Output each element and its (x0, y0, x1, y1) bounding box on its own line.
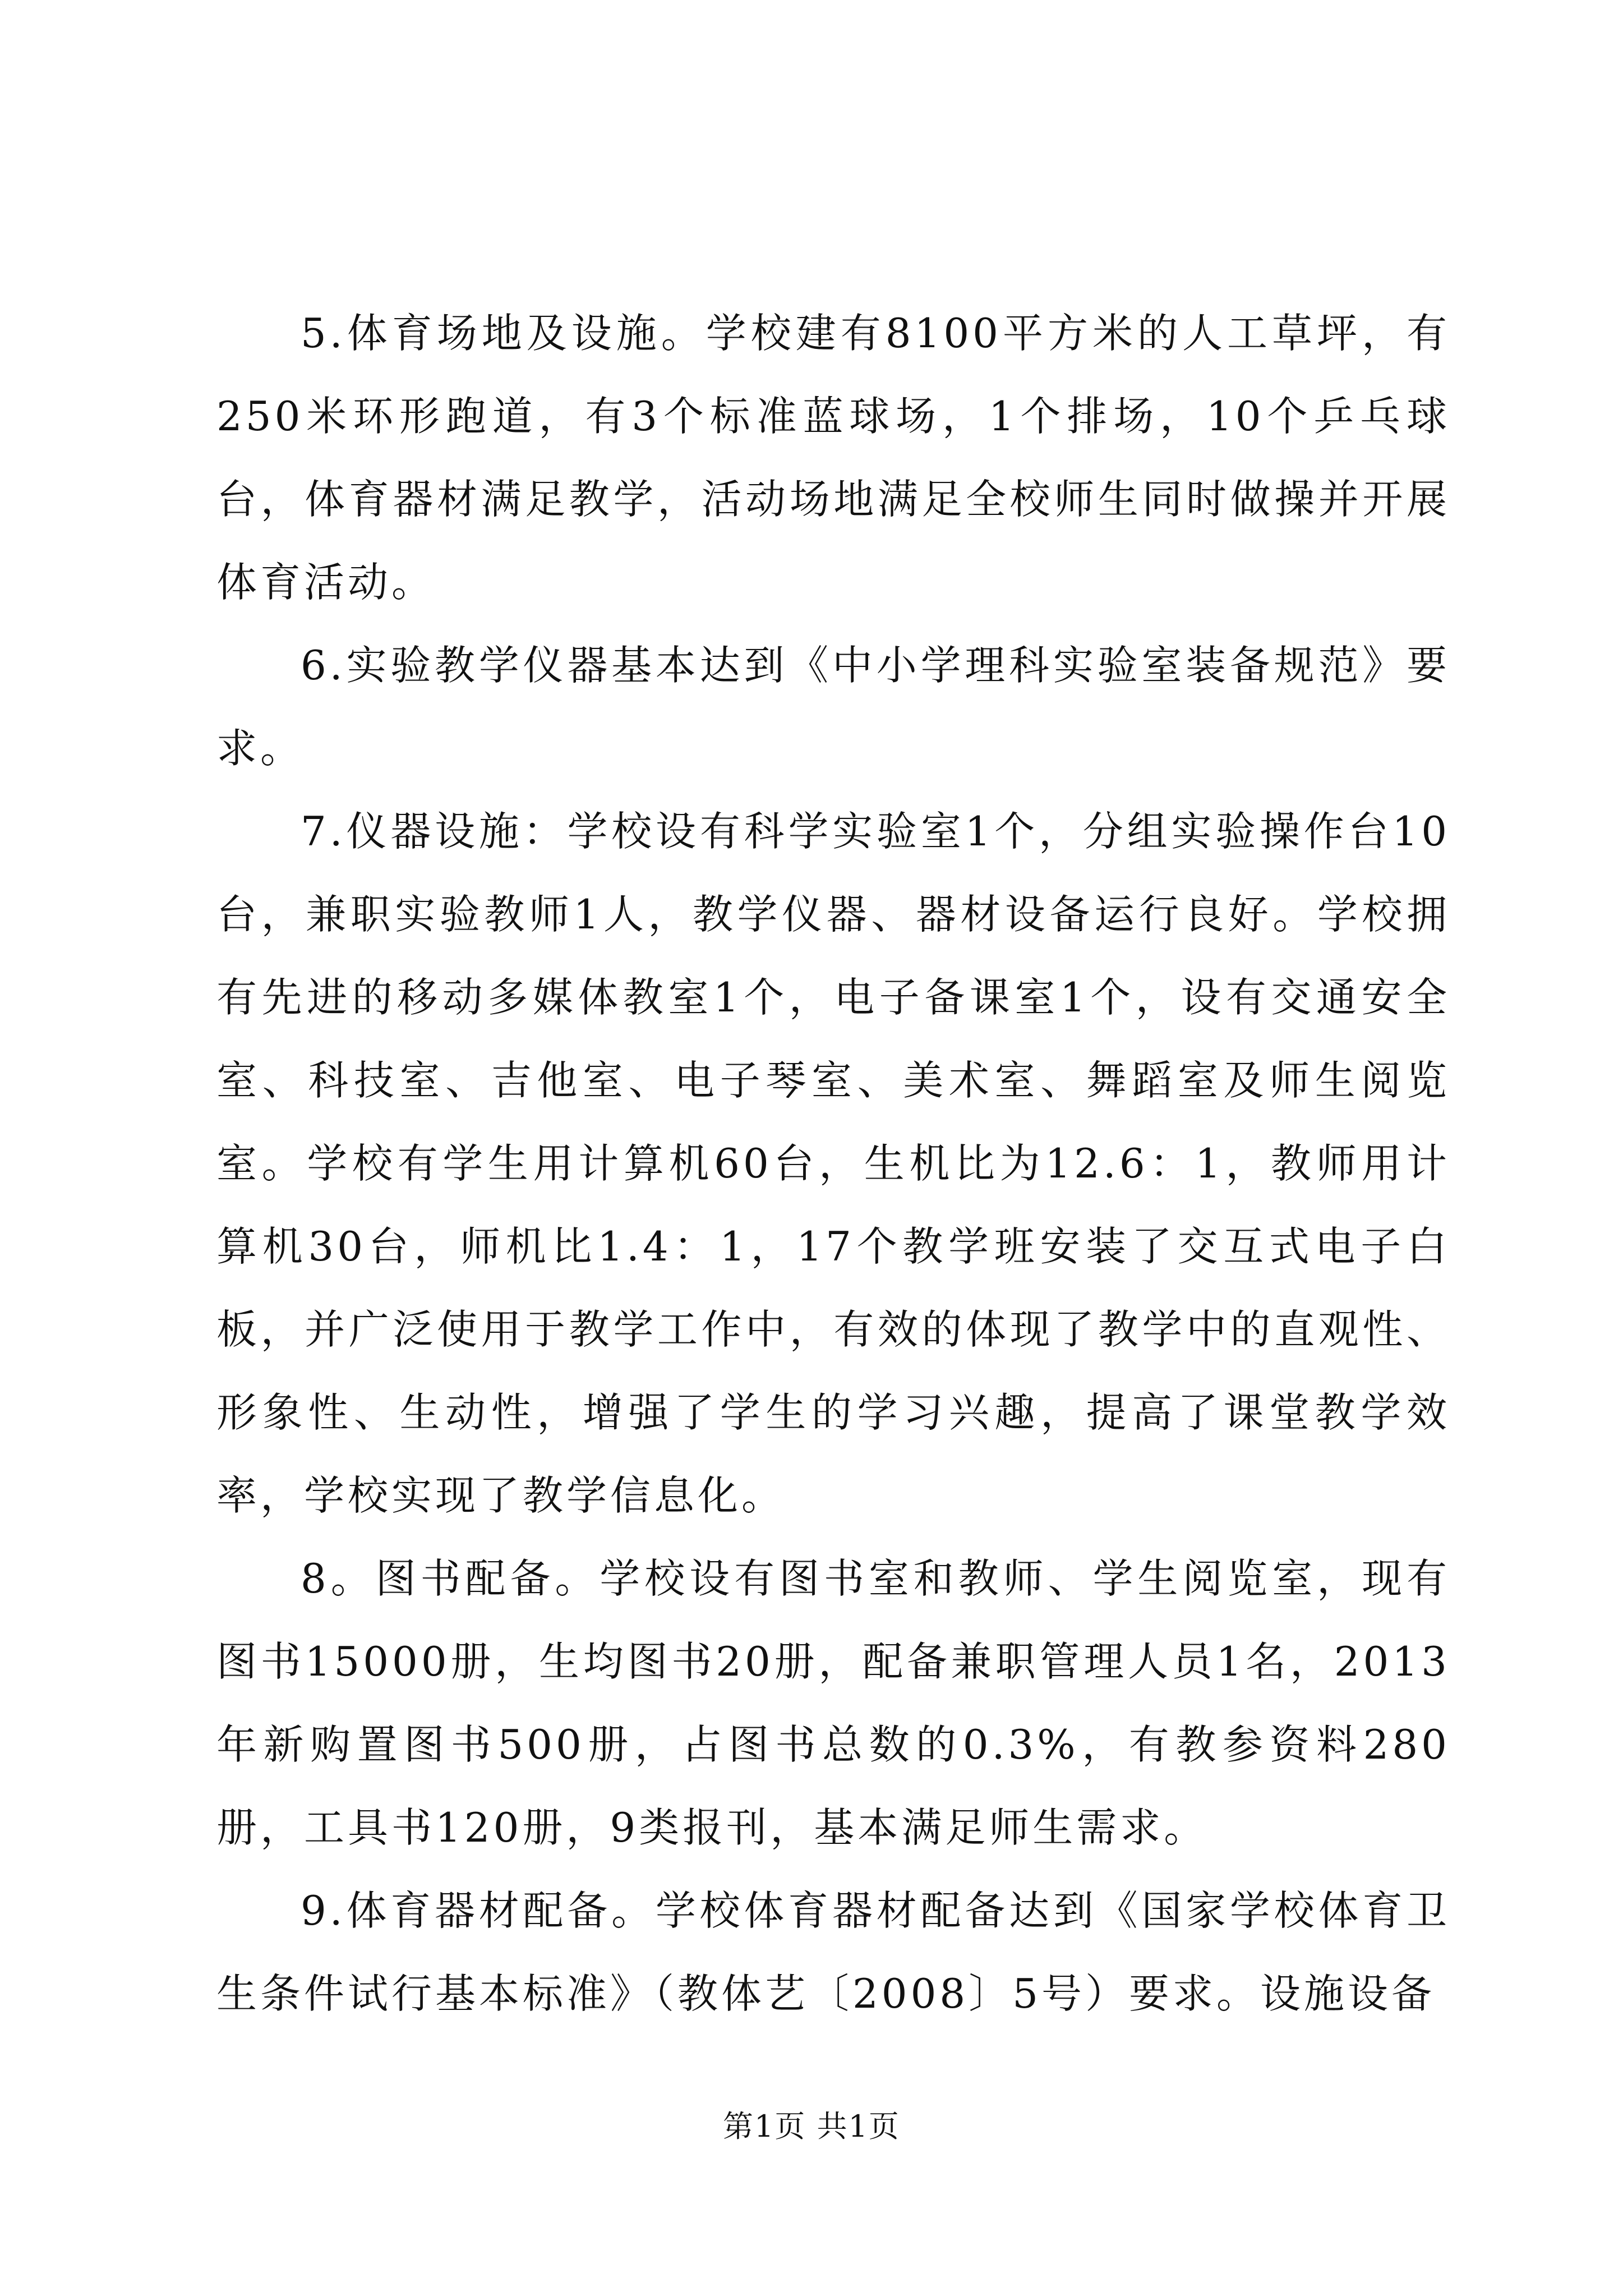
paragraph-instrument-facilities: 7.仪器设施：学校设有科学实验室1个，分组实验操作台10台，兼职实验教师1人，教学仪器、器材设备运行良好。学校拥有先进的移动多媒体教室1个，电子备课室1个，设有交通安全室、科技室、吉他室、电子琴室、美术室、舞蹈室及师生阅览室。学校有学生用计算机60台，生机比为12.6：1，教师用计算机30台，师机比1.4：1，17个教学班安装了交互式电子白板，并广泛使用于教学工作中，有效的体现了教学中的直观性、形象性、生动性，增强了学生的学习兴趣，提高了课堂教学效率，学校实现了教学信息化。 (216, 808, 1450, 1519)
document-body (216, 292, 1450, 2035)
paragraph-lab-instruments: 6.实验教学仪器基本达到《中小学理科实验室装备规范》要求。 (216, 642, 1450, 772)
paragraph-sports-equipment: 9.体育器材配备。学校体育器材配备达到《国家学校体育卫生条件试行基本标准》（教体艺〔2008〕5号）要求。设施设备 (216, 1887, 1450, 2017)
paragraph-sports-facilities: 5.体育场地及设施。学校建有8100平方米的人工草坪，有250米环形跑道，有3个标准蓝球场，1个排场，10个乒乓球台，体育器材满足教学，活动场地满足全校师生同时做操并开展体育活动。 (216, 310, 1450, 606)
paragraph-library-books: 8。图书配备。学校设有图书室和教师、学生阅览室，现有图书15000册，生均图书20册，配备兼职管理人员1名，2013年新购置图书500册，占图书总数的0.3%，有教参资料280册，工具书120册，9类报刊，基本满足师生需求。 (216, 1555, 1450, 1851)
page-footer: 第1页 共1页 (723, 2109, 900, 2144)
